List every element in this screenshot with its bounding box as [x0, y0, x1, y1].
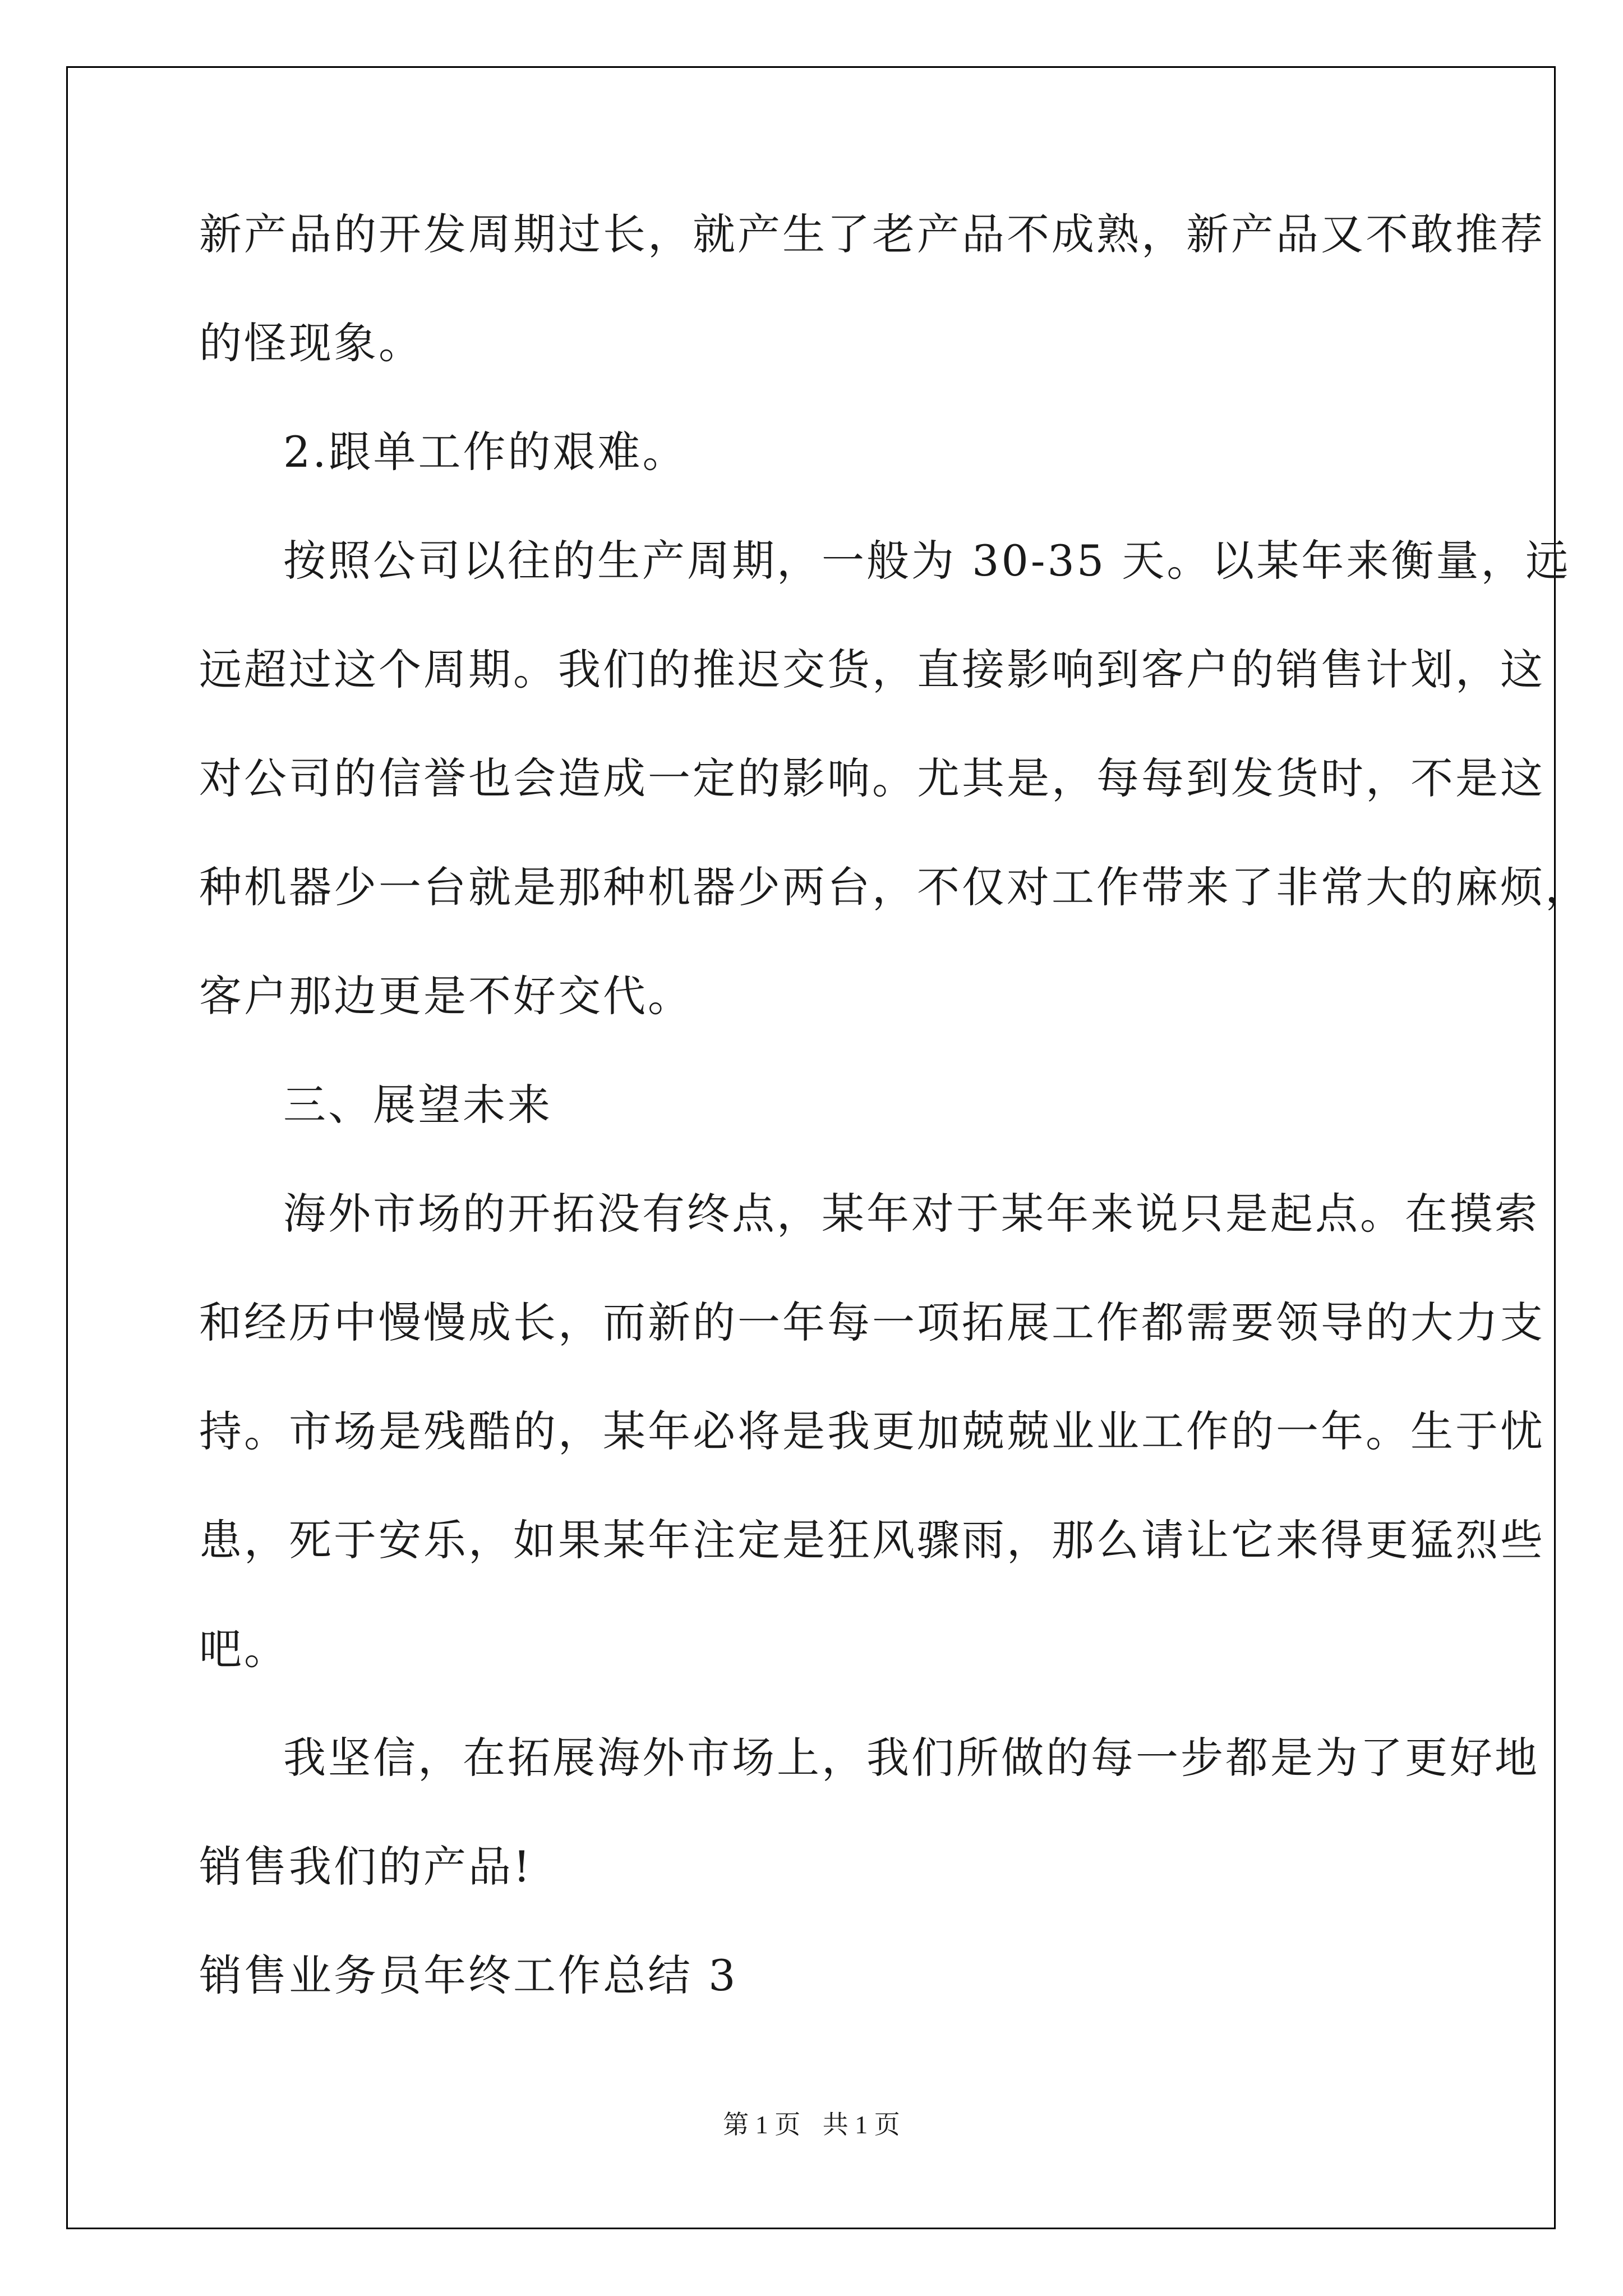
paragraph-line: 患，死于安乐，如果某年注定是狂风骤雨，那么请让它来得更猛烈些 [199, 1515, 1545, 1565]
paragraph-line: 对公司的信誉也会造成一定的影响。尤其是，每每到发货时，不是这 [199, 753, 1545, 803]
paragraph-line: 和经历中慢慢成长，而新的一年每一项拓展工作都需要领导的大力支 [199, 1297, 1545, 1347]
document-title: 销售业务员年终工作总结 3 [199, 1950, 738, 2000]
paragraph-line: 种机器少一台就是那种机器少两台，不仅对工作带来了非常大的麻烦， [199, 862, 1590, 912]
paragraph-line: 新产品的开发周期过长，就产生了老产品不成熟，新产品又不敢推荐 [199, 209, 1545, 259]
paragraph-line: 我坚信，在拓展海外市场上，我们所做的每一步都是为了更好地 [283, 1733, 1539, 1783]
page-total: 共 1 页 [822, 2110, 900, 2139]
paragraph-line: 销售我们的产品! [199, 1842, 533, 1892]
paragraph-line: 吧。 [199, 1624, 289, 1674]
paragraph-line: 海外市场的开拓没有终点，某年对于某年来说只是起点。在摸索 [283, 1189, 1539, 1239]
paragraph-line: 持。市场是残酷的，某年必将是我更加兢兢业业工作的一年。生于忧 [199, 1406, 1545, 1456]
paragraph-line: 按照公司以往的生产周期，一般为 30-35 天。以某年来衡量，远 [283, 536, 1571, 586]
page-number: 第 1 页 [723, 2110, 801, 2139]
subheading: 2.跟单工作的艰难。 [283, 427, 688, 477]
document-body [199, 208, 1590, 2003]
page-footer [0, 2109, 1623, 2141]
section-heading: 三、展望未来 [283, 1080, 552, 1130]
paragraph-line: 客户那边更是不好交代。 [199, 971, 693, 1021]
paragraph-line: 的怪现象。 [199, 318, 423, 368]
paragraph-line: 远超过这个周期。我们的推迟交货，直接影响到客户的销售计划，这 [199, 645, 1545, 694]
